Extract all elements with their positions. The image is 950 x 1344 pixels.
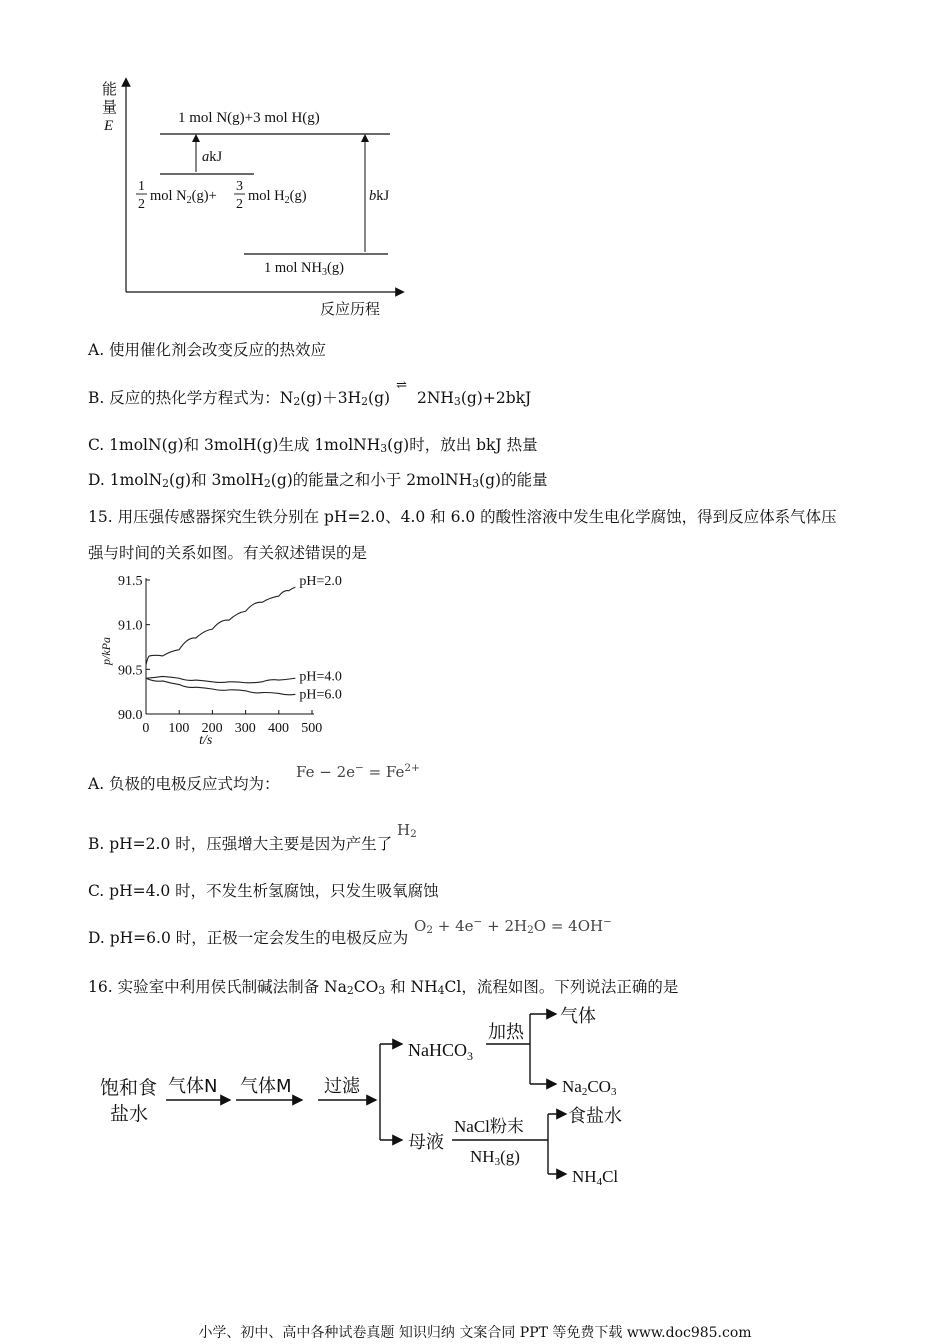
chart-x-label: t/s	[199, 733, 213, 748]
y-axis-label-1: 能	[102, 80, 118, 98]
q15-stem-line1: 15. 用压强传感器探究生铁分别在 pH=2.0、4.0 和 6.0 的酸性溶液中发生电化学腐蚀，得到反应体系气体压	[88, 508, 837, 526]
y-axis-label-2: 量	[102, 98, 118, 116]
arrow-b-label: bkJ	[369, 188, 390, 204]
flow-reagent-top: NaCl粉末	[454, 1117, 524, 1136]
q15-option-a: A. 负极的电极反应式均为：	[88, 775, 280, 793]
left-frac1-den: 2	[138, 197, 145, 212]
reversible-arrow: ⇌	[396, 378, 407, 393]
chart-series-label-2: pH=6.0	[299, 687, 342, 703]
chart-x-tick-label: 200	[201, 721, 223, 736]
chart-x-tick-label: 300	[234, 721, 256, 736]
y-axis-symbol: E	[104, 118, 114, 134]
chart-x-tick-label: 500	[301, 721, 323, 736]
q16-stem: 16. 实验室中利用侯氏制碱法制备 $Na_2CO_3$ 和 $NH_4Cl$，流程如图。下列说法正确的是	[88, 978, 679, 997]
left-level-text-2: mol $H_2(g)$	[248, 188, 307, 206]
pressure-time-chart	[96, 568, 366, 748]
chart-series-line-2	[146, 678, 295, 695]
left-frac2-den: 2	[236, 197, 243, 212]
flow-step1: 气体N	[168, 1076, 218, 1097]
flow-gas: 气体	[560, 1006, 596, 1027]
left-frac1-num: 1	[138, 179, 145, 194]
flow-salt-water: 食盐水	[568, 1106, 622, 1127]
chart-y-tick-label: 90.0	[118, 708, 143, 723]
q15-stem-line2: 强与时间的关系如图。有关叙述错误的是	[88, 544, 368, 562]
chart-series-line-0	[146, 587, 295, 665]
flow-nahco3: NaHCO$_3$	[408, 1040, 473, 1063]
q15-option-c: C. pH=4.0 时，不发生析氢腐蚀，只发生吸氧腐蚀	[88, 882, 439, 900]
left-level-text: mol $N_2(g)+$	[150, 188, 217, 206]
flow-step3: 过滤	[324, 1076, 360, 1097]
flow-start-2: 盐水	[110, 1103, 149, 1125]
top-level-label: 1 mol N(g)+3 mol H(g)	[178, 110, 320, 126]
q15-option-d-formula: $O_2 + 4e^- + 2H_2O = 4OH^-$	[414, 916, 612, 936]
chart-y-tick-label: 90.5	[118, 663, 143, 679]
flow-step2: 气体M	[240, 1076, 292, 1097]
flow-diagram	[96, 1000, 656, 1200]
flow-heat: 加热	[488, 1022, 524, 1043]
chart-y-label: p/kPa	[99, 637, 113, 665]
page-footer: 小学、初中、高中各种试卷真题 知识归纳 文案合同 PPT 等免费下载 www.doc985.com	[198, 1325, 752, 1341]
q14-option-d: D. 1molN$_2$(g)和 3molH$_2$(g)的能量之和小于 2molNH$_3$(g)的能量	[88, 471, 548, 490]
q15-option-a-formula: $Fe - 2e^- = Fe^{2+}$	[296, 762, 420, 781]
chart-x-tick-label: 0	[142, 721, 150, 736]
chart-series-label-0: pH=2.0	[299, 574, 342, 590]
flow-reagent-bottom: NH3(g)	[470, 1147, 520, 1168]
chart-y-tick-label: 91.5	[118, 574, 143, 589]
energy-diagram	[90, 72, 420, 322]
flow-nh4cl: NH4Cl	[572, 1167, 619, 1188]
bottom-level-label: 1 mol $NH_3(g)$	[264, 260, 344, 278]
q15-option-b: B. pH=2.0 时，压强增大主要是因为产生了	[88, 835, 393, 853]
flow-na2co3: Na2CO3	[562, 1077, 617, 1098]
flow-start-1: 饱和食	[100, 1077, 158, 1099]
chart-series-label-1: pH=4.0	[299, 669, 342, 685]
q14-option-c: C. 1molN(g)和 3molH(g)生成 1molNH$_3$(g)时，放出 bkJ 热量	[88, 436, 538, 455]
left-frac2-num: 3	[236, 179, 243, 194]
q14-option-a: A. 使用催化剂会改变反应的热效应	[88, 341, 327, 359]
q14-option-b: B. 反应的热化学方程式为：$N_2(g)+3H_2(g)^\rightleftharpoons 2NH_3(g)+2bkJ$	[88, 378, 532, 408]
q15-option-d: D. pH=6.0 时，正极一定会发生的电极反应为	[88, 929, 409, 947]
chart-x-tick-label: 400	[268, 721, 289, 736]
chart-y-tick-label: 91.0	[118, 618, 143, 634]
x-axis-label: 反应历程	[320, 300, 381, 318]
flow-mother-liquor: 母液	[408, 1132, 444, 1153]
arrow-a-label: akJ	[202, 149, 223, 165]
q15-option-b-formula: $H_2$	[397, 821, 417, 840]
chart-x-tick-label: 100	[168, 721, 190, 736]
chart-series-line-1	[146, 676, 295, 682]
